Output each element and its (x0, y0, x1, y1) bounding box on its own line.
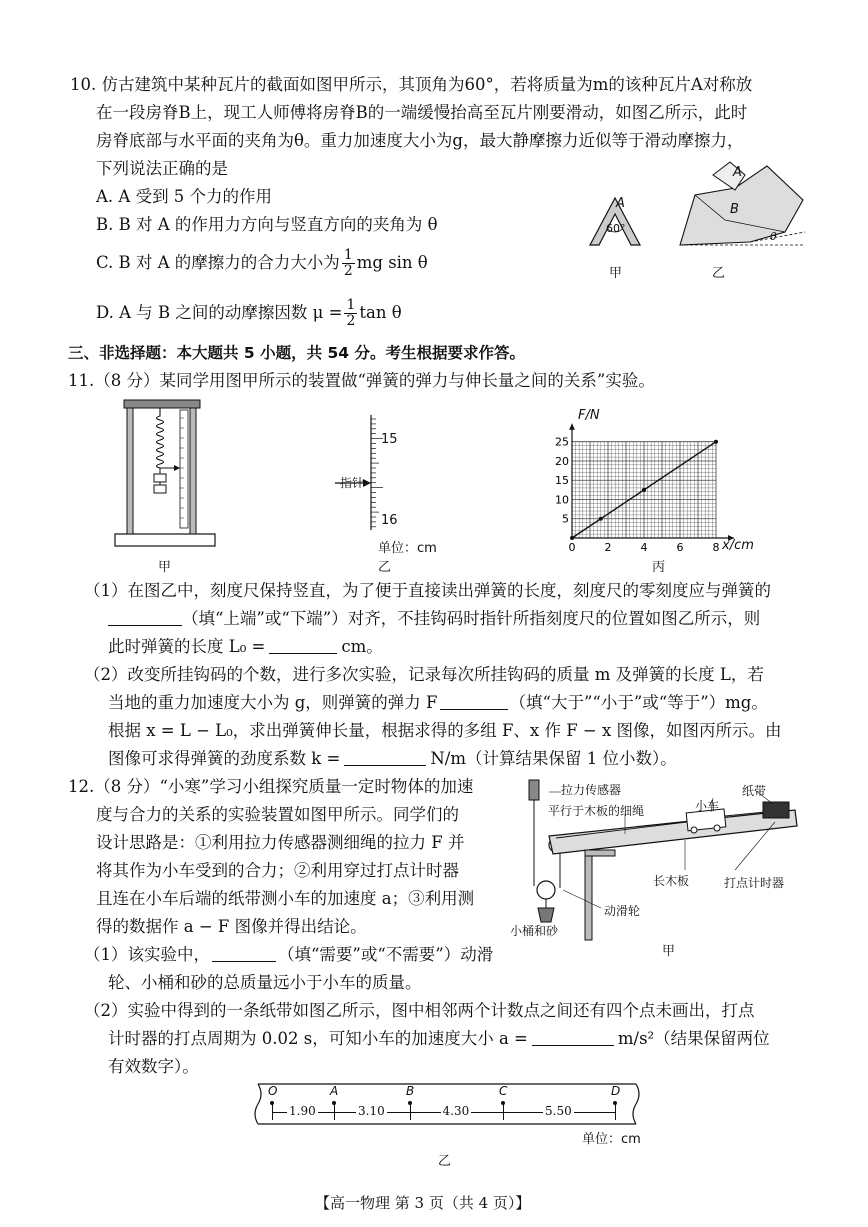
tape-point-label: D (611, 1084, 621, 1098)
ruler-label-16: 16 (381, 513, 398, 528)
x-tick-label: 6 (676, 541, 684, 554)
fig-caption-yi: 乙 (712, 266, 726, 281)
q11-part1-line2: （填“上端”或“下端”）对齐，不挂钩码时指针所指刻度尺的位置如图乙所示，则 (108, 608, 760, 630)
q12-stem-line3: 设计思路是：①利用拉力传感器测细绳的拉力 F 并 (96, 833, 465, 852)
q11-stem: 11.（8 分）某同学用图甲所示的装置做“弹簧的弹力与伸长量之间的关系”实验。 (68, 371, 655, 390)
q10-option-d: D. A 与 B 之间的动摩擦因数 μ = $\frac{1}{2}$ tan θ (96, 297, 402, 329)
q12-part2-line3: 有效数字）。 (108, 1057, 199, 1076)
q12-caption-jia: 甲 (662, 944, 676, 959)
x-tick-label: 4 (640, 541, 648, 554)
tape-distance-label: 1.90 (289, 1104, 316, 1118)
ruler-unit: 单位：cm (378, 541, 437, 556)
q12-stem-line5: 且连在小车后端的纸带测小车的加速度 a；③利用测 (96, 889, 475, 908)
section-title: 三、非选择题：本大题共 5 小题，共 54 分。考生根据要求作答。 (68, 344, 525, 362)
y-tick-label: 25 (555, 435, 569, 449)
fraction-half: $\frac{1}{2}$ (346, 297, 356, 329)
series-point (599, 517, 603, 521)
tape-point-label: O (268, 1084, 278, 1098)
q11-part2-line2: 当地的重力加速度大小为 g，则弹簧的弹力 F （填“大于”“小于”或“等于”）mg。 (108, 693, 768, 712)
q11-caption-yi: 乙 (378, 560, 392, 575)
q10-stem-line4: 下列说法正确的是 (96, 159, 228, 178)
label-long-board: 长木板 (653, 874, 690, 888)
tape-distance-label: 3.10 (358, 1104, 385, 1118)
q11-figure-jia-apparatus (110, 398, 220, 553)
x-tick-label: 2 (604, 541, 612, 554)
series-point (642, 488, 646, 492)
x-tick-label: 0 (568, 541, 576, 554)
q10-option-c: C. B 对 A 的摩擦力的合力大小为 $\frac{1}{2}$ mg sin θ (96, 247, 428, 279)
q12-part2-line2: 计时器的打点周期为 0.02 s，可知小车的加速度大小 a = m/s²（结果保留两位 (108, 1029, 770, 1048)
tape-point-label: A (330, 1084, 339, 1098)
tape-distance-label: 5.50 (545, 1104, 572, 1118)
q11-figure-bing-chart (556, 428, 756, 553)
y-tick-label: 10 (555, 493, 569, 507)
fig-label-a: A (616, 196, 625, 211)
tape-distance-label: 4.30 (442, 1104, 470, 1118)
q12-stem-line2: 度与合力的关系的实验装置如图甲所示。同学们的 (96, 805, 459, 824)
chart-x-axis-label: x/cm (722, 538, 754, 553)
answer-blank[interactable] (344, 749, 426, 766)
q12-caption-yi: 乙 (438, 1154, 452, 1169)
fig-caption-jia: 甲 (609, 266, 623, 281)
label-force-sensor: 拉力传感器 (561, 783, 622, 797)
label-pulley: 动滑轮 (604, 904, 641, 918)
answer-blank[interactable] (212, 945, 276, 962)
q12-stem-line1: 12.（8 分）“小寒”学习小组探究质量一定时物体的加速 (68, 777, 474, 796)
q12-part2-line1: （2）实验中得到的一条纸带如图乙所示，图中相邻两个计数点之间还有四个点未画出，打点 (84, 1001, 755, 1020)
q10-stem-line3: 房脊底部与水平面的夹角为θ。重力加速度大小为g，最大静摩擦力近似等于滑动摩擦力， (96, 131, 744, 150)
fraction-half: $\frac{1}{2}$ (343, 247, 353, 279)
y-tick-label: 20 (555, 454, 569, 468)
q12-stem-line6: 得的数据作 a − F 图像并得出结论。 (96, 917, 367, 936)
answer-blank[interactable] (269, 637, 337, 654)
ruler-label-15: 15 (381, 432, 398, 447)
tape-tick (615, 1104, 616, 1120)
label-parallel-rope: 平行于木板的细绳 (548, 804, 645, 818)
answer-blank[interactable] (108, 609, 182, 626)
q10-stem-line2: 在一段房脊B上，现工人师傅将房脊B的一端缓慢抬高至瓦片刚要滑动，如图乙所示，此时 (96, 103, 748, 122)
q11-part1-line3: 此时弹簧的长度 L₀ = cm。 (108, 637, 383, 656)
label-paper-tape: 纸带 (742, 784, 767, 798)
q11-part1-line1: （1）在图乙中，刻度尺保持竖直，为了便于直接读出弹簧的长度，刻度尺的零刻度应与弹簧的 (84, 581, 771, 600)
fig-label-b: B (730, 202, 739, 217)
fig-angle-60: 60° (606, 222, 626, 235)
series-point (714, 440, 718, 444)
answer-blank[interactable] (532, 1029, 614, 1046)
y-axis-arrow (569, 424, 575, 430)
tape-unit: 单位：cm (582, 1132, 641, 1147)
label-car: 小车 (695, 799, 720, 813)
q10-option-a: A. A 受到 5 个力的作用 (96, 187, 273, 206)
label-bucket-sand: 小桶和砂 (510, 924, 559, 938)
answer-blank[interactable] (440, 693, 508, 710)
q12-stem-line4: 将其作为小车受到的合力；②利用穿过打点计时器 (96, 861, 459, 880)
fig-label-a-yi: A (733, 165, 742, 180)
chart-y-axis-label: F/N (578, 408, 600, 423)
page-footer: 【高一物理 第 3 页（共 4 页）】 (315, 1194, 531, 1212)
q12-part1-line1: （1）该实验中， （填“需要”或“不需要”）动滑 (84, 945, 494, 964)
q11-caption-jia: 甲 (158, 560, 172, 575)
q12-part1-line2: 轮、小桶和砂的总质量远小于小车的质量。 (108, 973, 422, 992)
x-tick-label: 8 (712, 541, 720, 554)
q11-part2-line4: 图像可求得弹簧的劲度系数 k = N/m（计算结果保留 1 位小数）。 (108, 749, 677, 768)
label-timer: 打点计时器 (724, 876, 785, 890)
q11-part2-line1: （2）改变所挂钩码的个数，进行多次实验，记录每次所挂钩码的质量 m 及弹簧的长度 L，若 (84, 665, 764, 684)
series-point (570, 536, 574, 540)
tape-point-label: B (406, 1084, 415, 1098)
tape-point-label: C (499, 1084, 508, 1098)
q11-part2-line3: 根据 x = L − L₀，求出弹簧伸长量，根据求得的多组 F、x 作 F − x 图像，如图丙所示。由 (108, 721, 782, 740)
q10-option-b: B. B 对 A 的作用力方向与竖直方向的夹角为 θ (96, 215, 438, 234)
q10-figure-yi-ridge (675, 160, 810, 250)
q11-caption-bing: 丙 (652, 560, 666, 575)
y-tick-label: 5 (562, 512, 569, 526)
pointer-label: 指针 (340, 476, 365, 490)
q10-stem-line1: 10. 仿古建筑中某种瓦片的截面如图甲所示，其顶角为60°，若将质量为m的该种瓦片A对称放 (70, 75, 753, 94)
y-tick-label: 15 (555, 474, 569, 488)
fig-label-theta: θ (770, 230, 777, 243)
